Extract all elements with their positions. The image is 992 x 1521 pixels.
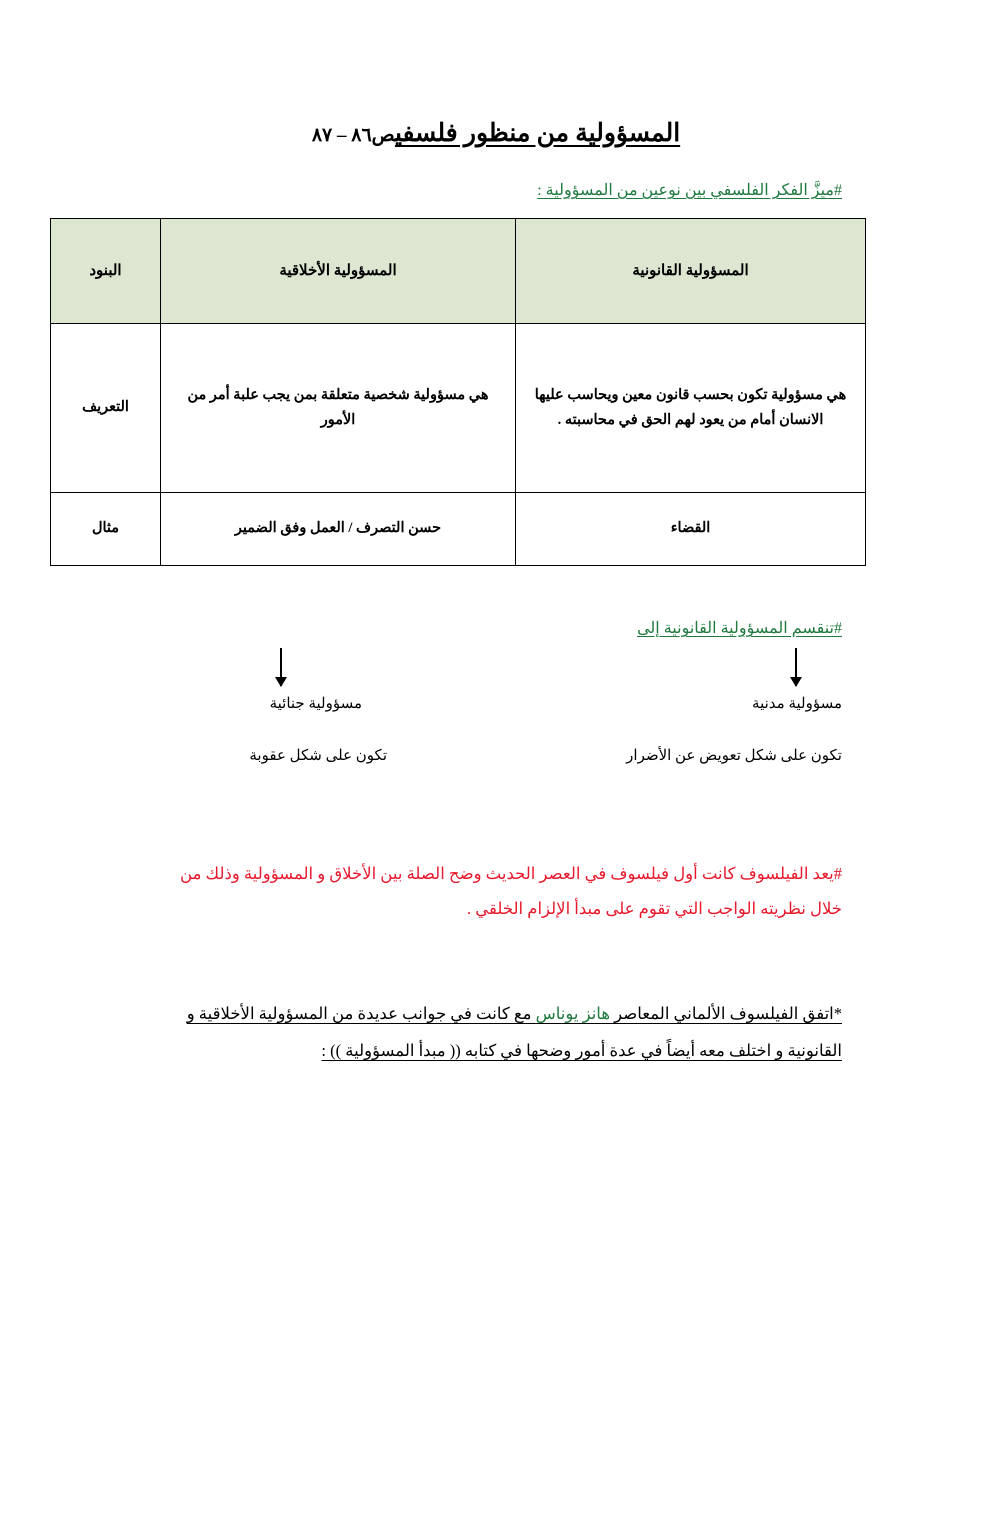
paragraph-kant: #يعد الفيلسوف كانت أول فيلسوف في العصر الحديث وضح الصلة بين الأخلاق و المسؤولية وذلك من خلال نظريته الواجب التي تقوم على مبدأ الإلزام الخلقي .	[180, 864, 842, 918]
table-cell-definition-legal: هي مسؤولية تكون بحسب قانون معين ويحاسب عليها الانسان أمام من يعود لهم الحق في محاسبته .	[516, 324, 866, 493]
table-cell-definition-moral: هي مسؤولية شخصية متعلقة بمن يجب علبة أمر من الأمور	[161, 324, 516, 493]
page-title-text: المسؤولية من منظور فلسفي	[394, 120, 681, 147]
table-header-label: البنود	[51, 219, 161, 324]
table-header-row	[51, 219, 866, 324]
paragraph-jonas-name: هانز يوناس	[535, 1004, 611, 1024]
section-heading-types-text: #ميزَّ الفكر الفلسفي بين نوعين من المسؤولية :	[537, 182, 842, 199]
page-title-pages: ص٨٦ – ٨٧	[311, 125, 395, 146]
page-title	[312, 118, 680, 148]
branch-labels	[0, 694, 992, 728]
branch-detail-criminal: تكون على شكل عقوبة	[249, 748, 387, 764]
table-row	[51, 493, 866, 566]
table-cell-example-legal: القضاء	[516, 493, 866, 566]
table-header-moral: المسؤولية الأخلاقية	[161, 219, 516, 324]
table-cell-definition-label: التعريف	[51, 324, 161, 493]
comparison-table-wrapper	[82, 218, 866, 566]
page-title-wrapper	[0, 118, 992, 148]
document-page	[0, 118, 992, 1521]
branch-label-civil: مسؤولية مدنية	[752, 696, 842, 712]
branch-details	[0, 746, 992, 780]
paragraph-jonas-part2: مع كانت في جوانب عديدة من المسؤولية الأخلاقية و القانونية و اختلف معه أيضاً في عدة أمور وضحها في كتابه (( مبدأ المسؤولية )) :	[186, 1004, 842, 1060]
arrow-down-icon	[795, 648, 797, 686]
branch-detail-civil: تكون على شكل تعويض عن الأضرار	[626, 748, 842, 764]
section-heading-types	[0, 180, 992, 200]
table-row	[51, 324, 866, 493]
branch-arrows	[0, 648, 992, 694]
paragraph-jonas	[150, 996, 842, 1069]
section-heading-legal-division: #تنقسم المسؤولية القانونية إلى	[637, 620, 842, 637]
arrow-down-icon	[280, 648, 282, 686]
table-header-legal: المسؤولية القانونية	[516, 219, 866, 324]
branch-diagram	[0, 618, 992, 793]
branch-label-criminal: مسؤولية جنائية	[269, 696, 362, 712]
paragraph-jonas-part1: *اتفق الفيلسوف الألماني المعاصر	[610, 1004, 842, 1024]
comparison-table	[50, 218, 866, 566]
table-cell-example-moral: حسن التصرف / العمل وفق الضمير	[161, 493, 516, 566]
table-cell-example-label: مثال	[51, 493, 161, 566]
